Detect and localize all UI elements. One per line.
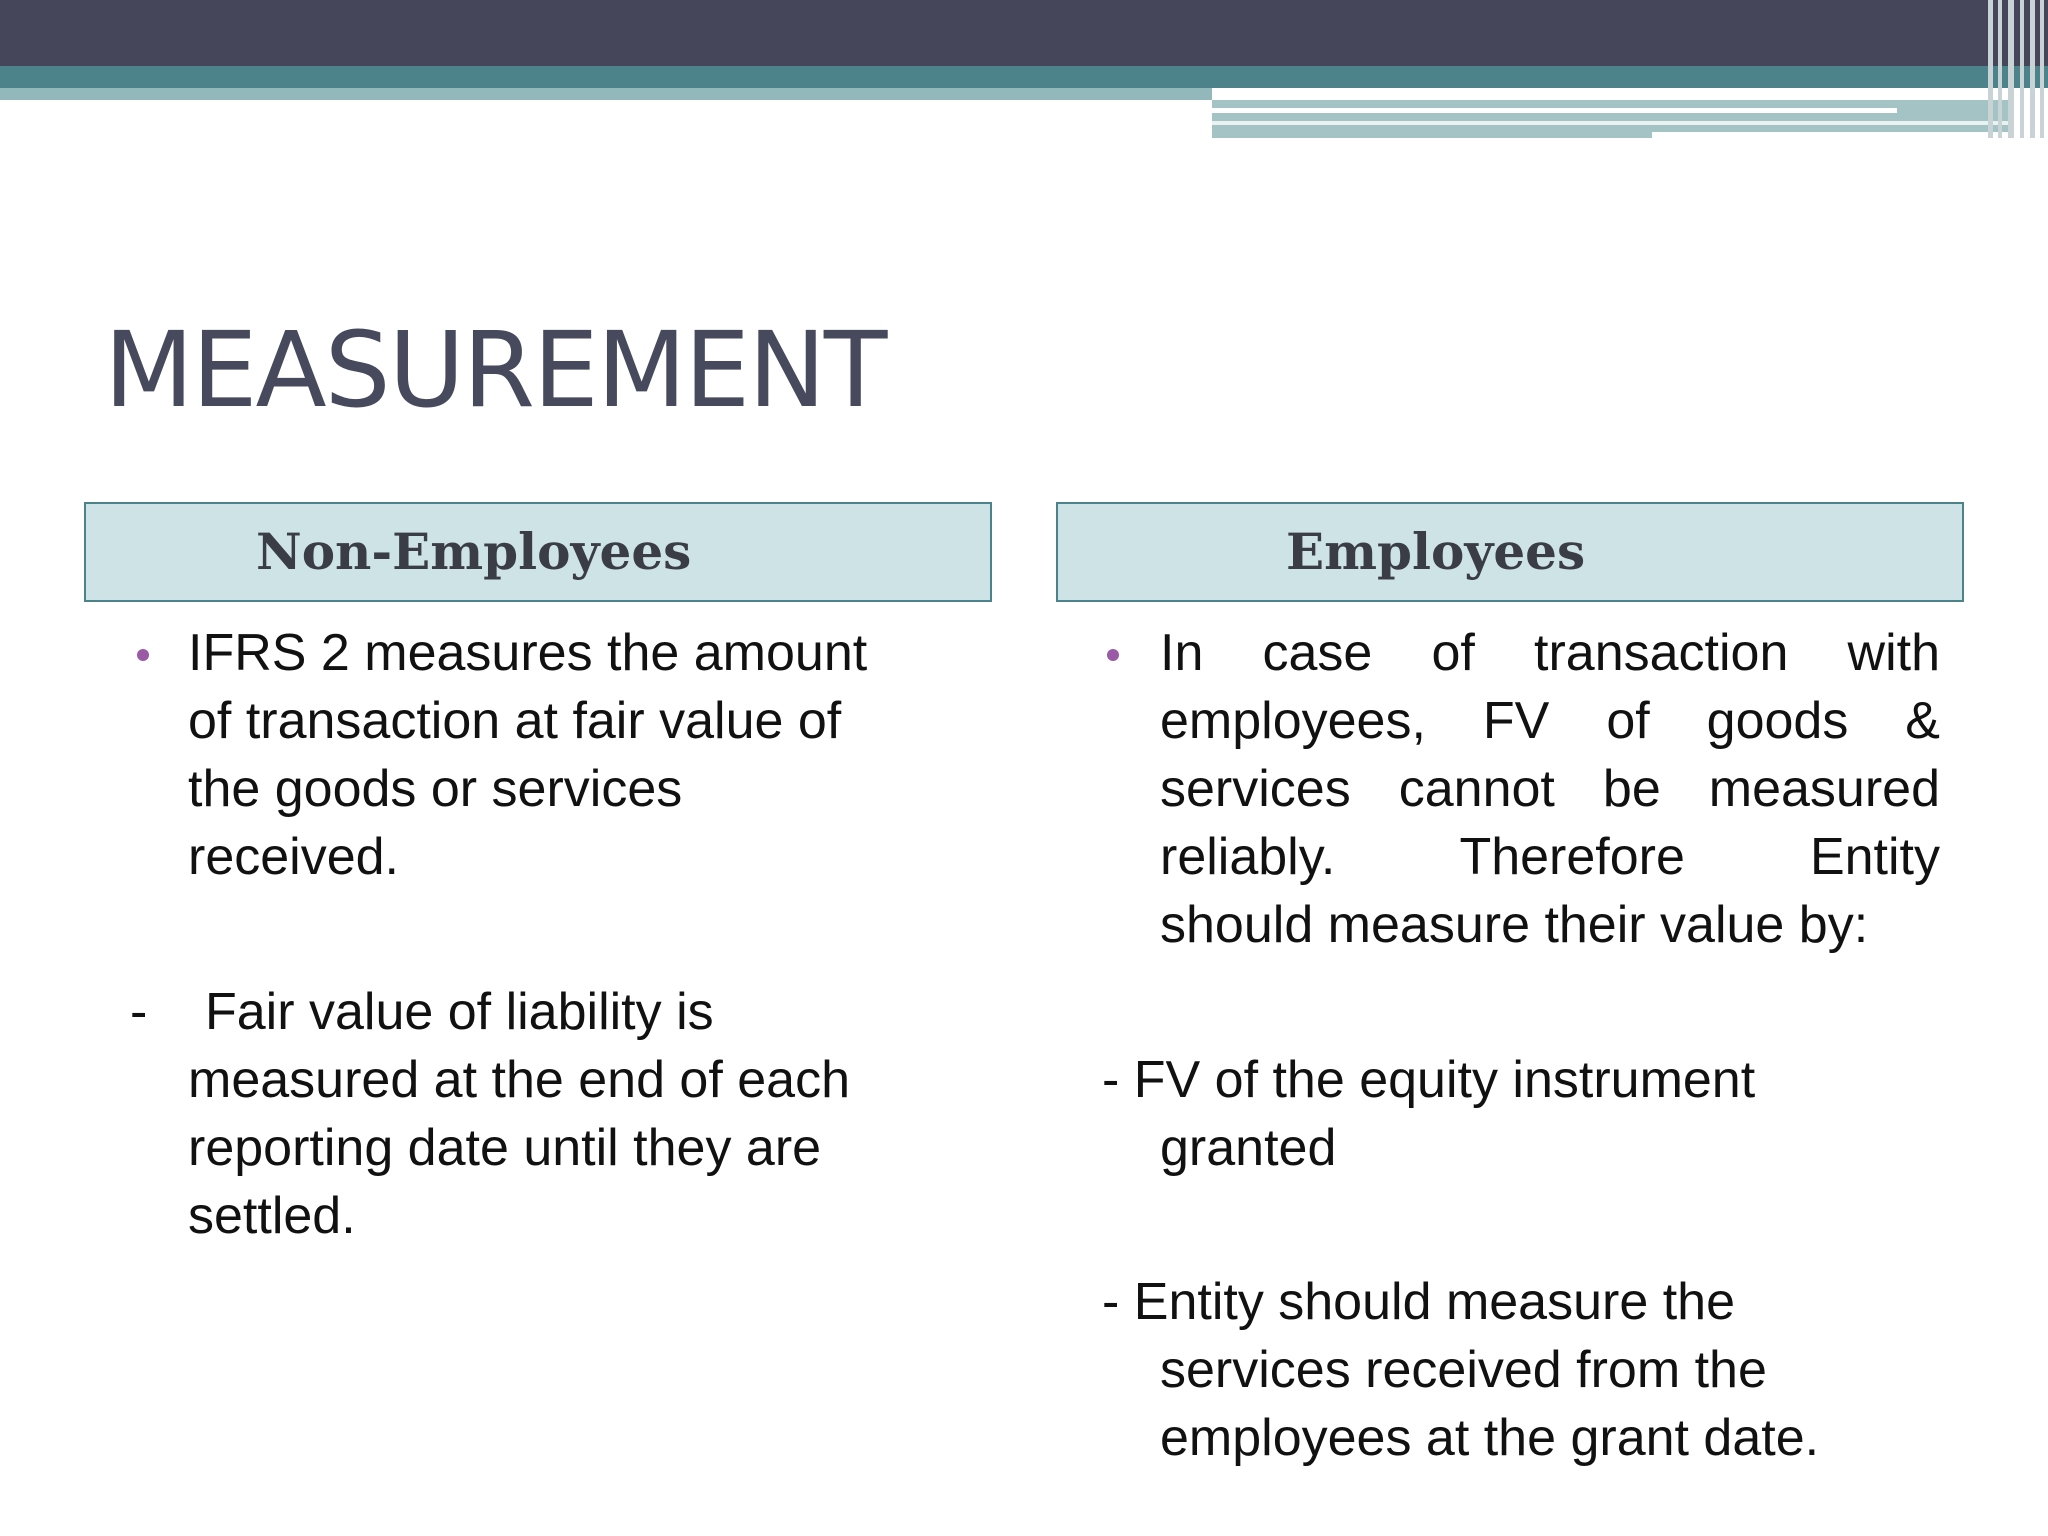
right-item2-text [1160,1336,1940,1472]
top-band-white-line-2 [1212,121,2012,125]
left-dash-line: measured at the end of each [188,1051,851,1109]
bullet-dot-icon [137,649,149,661]
right-bullet-line: services cannot be measured [1160,760,1940,818]
right-bullet-text [1160,619,1940,959]
left-bullet-line: IFRS 2 measures the amount [188,624,868,682]
top-band-light-left [0,88,1212,100]
right-bullet-line: employees, FV of goods & [1160,692,1940,750]
top-band-white-line [1212,108,1897,113]
left-dash-first-line: Fair value of liability is [205,983,714,1041]
top-band-dark [0,0,2048,66]
top-right-stripes [1984,0,2048,138]
slide-title: MEASUREMENT [104,309,886,431]
non-employees-header-label: Non-Employees [256,522,692,581]
left-bullet-line: the goods or services [188,760,683,818]
employees-header [1056,502,1964,602]
right-item2-line: services received from the [1160,1341,1767,1399]
left-dash-line: reporting date until they are [188,1119,822,1177]
employees-header-label: Employees [1286,522,1586,581]
bullet-dot-icon [1107,649,1119,661]
non-employees-header [84,502,992,602]
right-bullet-line: should measure their value by: [1160,896,1869,954]
right-item1-first-line: - FV of the equity instrument [1102,1051,1756,1109]
left-bullet-line: received. [188,828,399,886]
left-dash-text [188,1046,948,1250]
left-dash-line: settled. [188,1187,356,1245]
left-bullet-line: of transaction at fair value of [188,692,842,750]
right-item1-second-line: granted [1160,1119,1337,1177]
right-bullet-line: reliably. Therefore Entity [1160,828,1940,886]
top-band-teal [0,66,2048,88]
right-bullet-line: In case of transaction with [1160,624,1940,682]
left-dash-marker: - [130,983,148,1041]
right-item2-first-line: - Entity should measure the [1102,1273,1735,1331]
right-item2-line: employees at the grant date. [1160,1409,1820,1467]
left-bullet-text [188,619,948,891]
